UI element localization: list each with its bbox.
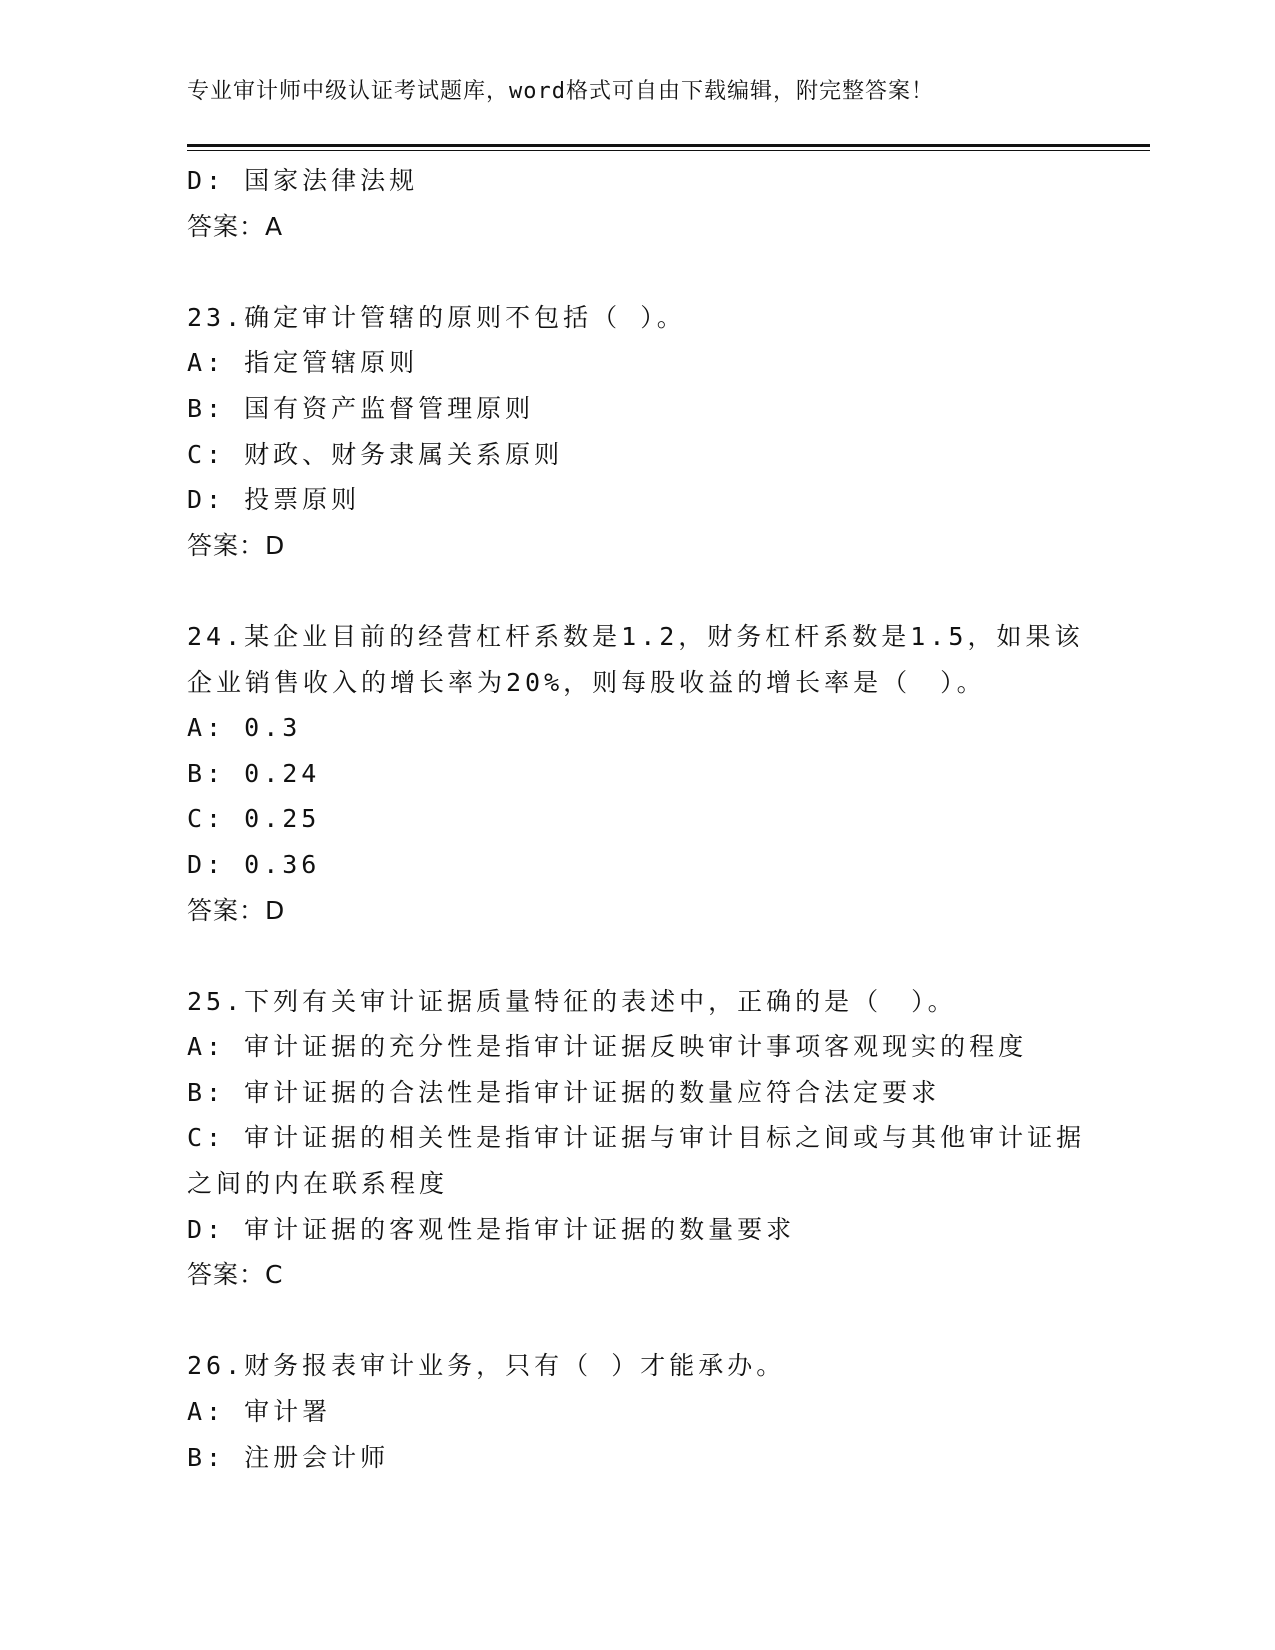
answer: 答案：A <box>187 211 284 241</box>
option-b: B: 国有资产监督管理原则 <box>187 393 535 423</box>
question-24 <box>187 614 1087 933</box>
question-stem: 26.财务报表审计业务，只有（ ）才能承办。 <box>187 1351 786 1381</box>
option-a: A: 审计证据的充分性是指审计证据反映审计事项客观现实的程度 <box>187 1032 1028 1062</box>
question-stem: 25.下列有关审计证据质量特征的表述中，正确的是（ ）。 <box>187 986 957 1016</box>
spacer <box>187 933 1087 979</box>
option-d: D: 投票原则 <box>187 485 361 515</box>
question-25 <box>187 979 1087 1298</box>
page-header: 专业审计师中级认证考试题库，word格式可自由下载编辑，附完整答案！ <box>187 79 934 104</box>
option-d: D: 审计证据的客观性是指审计证据的数量要求 <box>187 1214 796 1244</box>
spacer <box>187 568 1087 614</box>
option-d: D: 0.36 <box>187 849 321 879</box>
question-26 <box>187 1343 1087 1480</box>
question-stem-continued: 企业销售收入的增长率为20%，则每股收益的增长率是（ ）。 <box>187 667 986 697</box>
question-list <box>187 158 1087 1480</box>
question-22-tail <box>187 158 1087 249</box>
option-d: D: 国家法律法规 <box>187 166 419 195</box>
question-stem: 24.某企业目前的经营杠杆系数是1.2，财务杠杆系数是1.5，如果该 <box>187 621 1084 651</box>
option-c: C: 财政、财务隶属关系原则 <box>187 439 564 469</box>
spacer <box>187 1298 1087 1344</box>
question-23 <box>187 295 1087 569</box>
answer: 答案：D <box>187 895 286 925</box>
answer: 答案：D <box>187 530 286 560</box>
option-a: A: 指定管辖原则 <box>187 348 419 378</box>
option-b: B: 注册会计师 <box>187 1442 390 1472</box>
option-c-continued: 之间的内在联系程度 <box>187 1169 449 1199</box>
answer: 答案：C <box>187 1260 284 1290</box>
spacer <box>187 249 1087 295</box>
option-a: A: 0.3 <box>187 713 302 743</box>
option-b: B: 审计证据的合法性是指审计证据的数量应符合法定要求 <box>187 1077 941 1107</box>
option-c: C: 审计证据的相关性是指审计证据与审计目标之间或与其他审计证据 <box>187 1123 1086 1153</box>
header-rule-thick <box>187 144 1150 147</box>
header-rule-thin <box>187 150 1150 151</box>
question-stem: 23.确定审计管辖的原则不包括（ ）。 <box>187 302 686 332</box>
option-c: C: 0.25 <box>187 804 321 834</box>
option-b: B: 0.24 <box>187 758 321 788</box>
option-a: A: 审计署 <box>187 1397 332 1427</box>
